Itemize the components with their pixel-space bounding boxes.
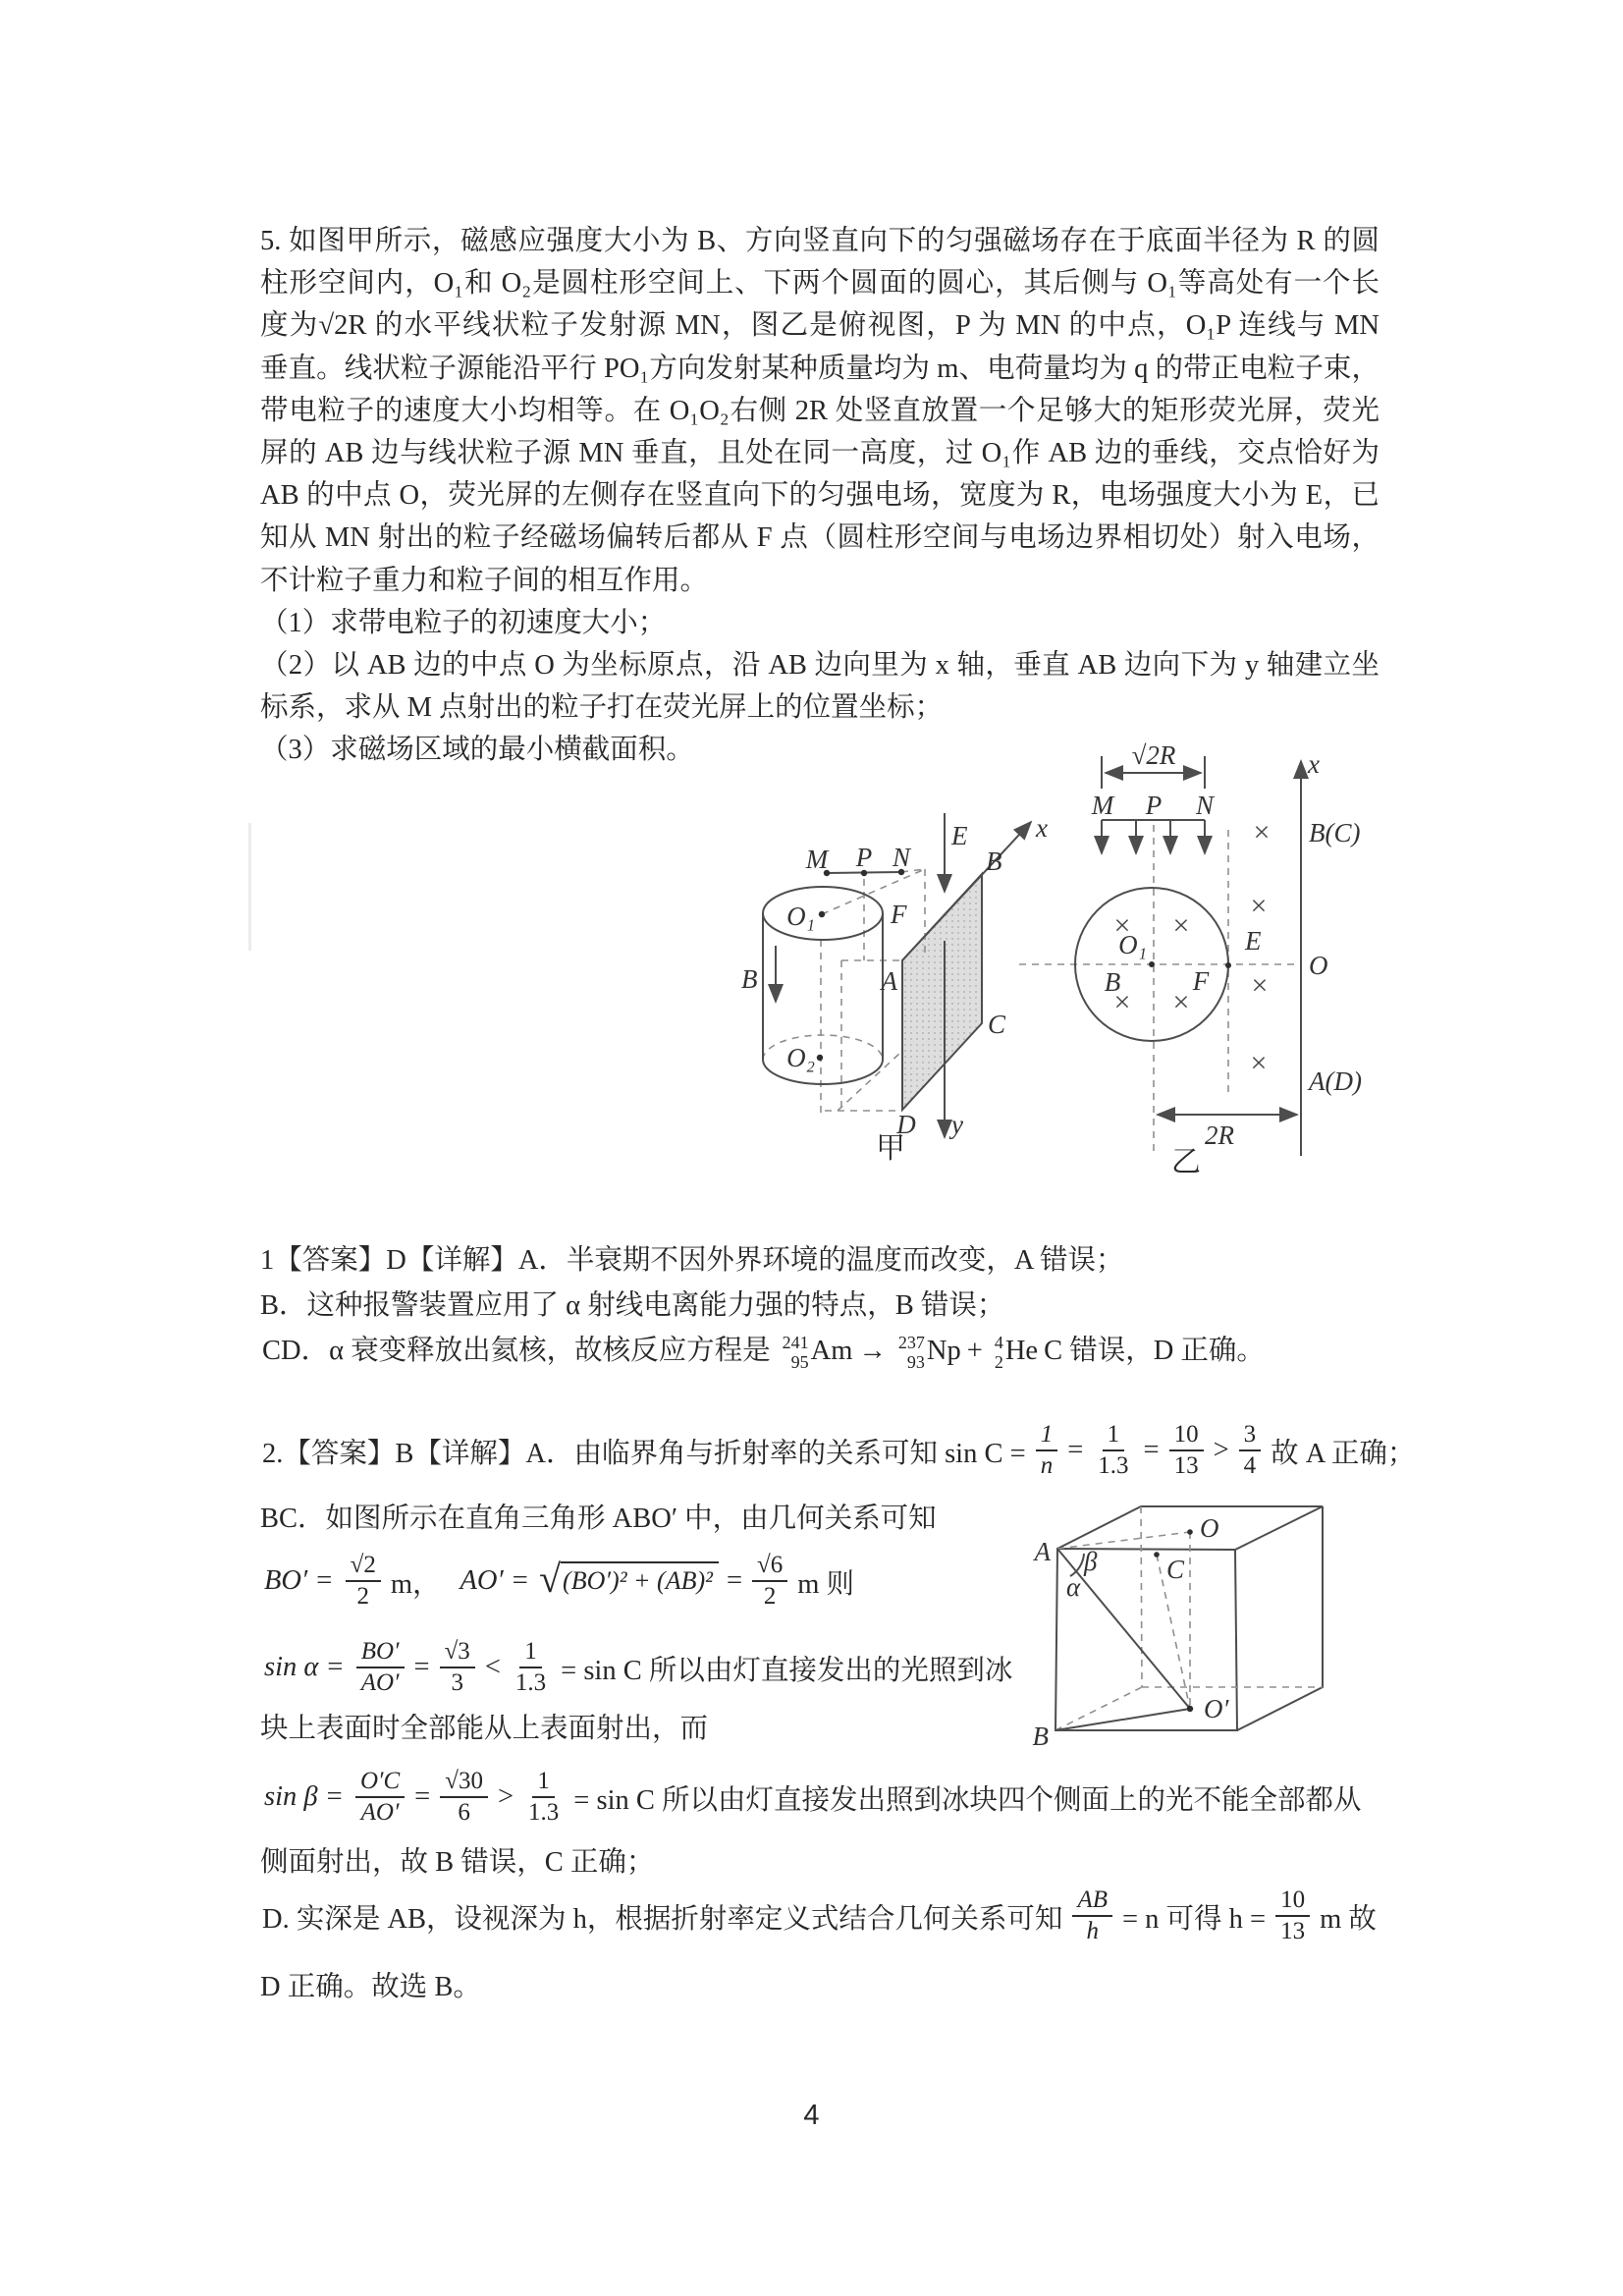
fraction-10-over-13: $\frac{10}{13}$ (1275, 1886, 1310, 1946)
answer2-line7-text: 侧面射出，故 B 错误，C 正确； (260, 1846, 655, 1878)
fraction-BO-over-AO: $\frac{BO'}{AO'}$ (356, 1637, 405, 1698)
answer1-line: 1【答案】D【详解】A．半衰期不因外界环境的温度而改变，A 错误； (260, 1245, 1124, 1276)
figure-yi-caption: 乙 (1171, 1146, 1201, 1178)
problem5-line: 屏的 AB 边与线状粒子源 MN 垂直，且处在同一高度，过 O₁作 AB 边的垂线，交点恰好为 (260, 438, 1380, 469)
label-E: E (1245, 926, 1262, 956)
field-cross-icon: × (1251, 969, 1269, 1002)
label-B-field: B (741, 964, 758, 994)
label-O2: O₂ (786, 1043, 815, 1072)
np-sup: 237 (897, 1333, 925, 1353)
cube-hidden-edges (1055, 1506, 1323, 1730)
equals-sign: = (413, 1652, 430, 1682)
label-M: M (805, 845, 829, 874)
equals-sign: = (726, 1565, 743, 1596)
he-mass-charge (995, 1334, 1003, 1373)
answer2-line1 (260, 1418, 1417, 1483)
problem5-line: AB 的中点 O，荧光屏的左侧存在竖直向下的匀强电场，宽度为 R，电场强度大小为 E，已 (260, 480, 1380, 512)
answer2-line4 (260, 1634, 1014, 1701)
problem5-question-2: （2）以 AB 边的中点 O 为坐标原点，沿 AB 边向里为 x 轴，垂直 AB 边向下为 y 轴建立坐 (260, 650, 1380, 682)
label-beta: β (1084, 1547, 1098, 1576)
problem5-line: 不计粒子重力和粒子间的相互作用。 (260, 565, 709, 596)
problem5-line: 带电粒子的速度大小均相等。在 O₁O₂右侧 2R 处竖直放置一个足够大的矩形荧光屏，荧光 (260, 395, 1380, 426)
am-sup: 241 (782, 1333, 809, 1353)
fraction-10-over-13: $\frac{10}{13}$ (1169, 1420, 1204, 1481)
fraction-sqrt30-over-6: $\frac{√30}{6}$ (440, 1767, 488, 1828)
label-screen-B: B (986, 847, 1002, 876)
problem5-line: 度为√2R 的水平线状粒子发射源 MN，图乙是俯视图，P 为 MN 的中点，O₁P 连线与 MN (260, 310, 1380, 342)
answer1-line3-pre: CD．α 衰变释放出氦核，故核反应方程是 (262, 1336, 771, 1366)
screen-line-x-axis (1301, 749, 1362, 1156)
field-cross-icon: × (1250, 1047, 1268, 1079)
fraction-3-over-4: $\frac{3}{4}$ (1239, 1420, 1262, 1481)
field-cross-icon: × (1253, 816, 1271, 848)
label-C: C (1166, 1555, 1185, 1584)
problem5-line: 垂直。线状粒子源能沿平行 PO₁方向发射某种质量均为 m、电荷量均为 q 的带正电粒子束， (260, 353, 1380, 384)
answer2-line2-text: BC．如图所示在直角三角形 ABO′ 中，由几何关系可知 (260, 1503, 937, 1534)
label-screen-D: D (896, 1110, 916, 1139)
fraction-1-over-1.3: $\frac{1}{1.3}$ (1098, 1421, 1129, 1479)
answer2-line2 (260, 1499, 937, 1532)
problem5-line: 柱形空间内，O₁和 O₂是圆柱形空间上、下两个圆面的圆心，其后侧与 O₁等高处有一个长 (260, 268, 1380, 300)
label-O: O (1200, 1513, 1219, 1543)
radical-sign: √ (539, 1557, 562, 1601)
fluorescent-screen (902, 874, 982, 1110)
sin-beta-eq: sin β = (264, 1781, 344, 1812)
field-cross-icon: × (1113, 909, 1131, 942)
figure-jia-caption: 甲 (876, 1132, 905, 1165)
dimension-2R (1158, 1115, 1297, 1150)
unit-m: m， (390, 1568, 441, 1600)
he-sub: 2 (994, 1352, 1003, 1372)
fraction-sqrt2-over-2: $\frac{√2}{2}$ (346, 1551, 381, 1612)
np-sub: 93 (906, 1352, 925, 1372)
cube-solid-edges (1055, 1506, 1323, 1730)
am-symbol: Am (810, 1336, 853, 1366)
sqrt-expression (539, 1557, 719, 1601)
label-BC: B(C) (1309, 818, 1361, 847)
answer1-line: B．这种报警装置应用了 α 射线电离能力强的特点，B 错误； (260, 1290, 1005, 1321)
label-F: F (891, 900, 907, 929)
answer2-line9 (260, 1967, 481, 2000)
answer2-line7 (260, 1842, 654, 1876)
dim-2R-label: 2R (1205, 1121, 1234, 1150)
fraction-1-over-1.3: $\frac{1}{1.3}$ (528, 1768, 560, 1826)
ice-cube-figure (1021, 1488, 1355, 1763)
label-y-axis: y (951, 1110, 963, 1139)
answer2-line8-pre: D. 实深是 AB，设视深为 h，根据折射率定义式结合几何关系可知 (262, 1903, 1063, 1935)
answer2-line4-post: = sin C 所以由灯直接发出的光照到冰 (561, 1655, 1013, 1686)
problem5-line: 5. 如图甲所示，磁感应强度大小为 B、方向竖直向下的匀强磁场存在于底面半径为 R 的圆 (260, 226, 1380, 256)
answer2-line1-pre: 2.【答案】B【详解】A．由临界角与折射率的关系可知 sin C = (262, 1438, 1026, 1469)
bo-prime-eq: BO′ = (264, 1565, 334, 1596)
figure-jia-labels (741, 813, 1048, 1165)
label-N: N (892, 843, 911, 872)
electric-field-strip (1244, 816, 1270, 1079)
figure-yi-top-view (1011, 732, 1375, 1183)
field-cross-icon: × (1250, 890, 1268, 922)
radicand: (BO′)² + (AB)² (561, 1561, 719, 1596)
fraction-sqrt3-over-3: $\frac{√3}{3}$ (440, 1637, 475, 1698)
label-screen-A: A (881, 966, 897, 996)
label-O1: O₁ (1118, 930, 1147, 959)
answer2-line8-mid: = n 可得 h = (1121, 1903, 1267, 1935)
answer2-line8-post: m 故 (1320, 1903, 1377, 1935)
label-O-prime: O′ (1204, 1694, 1229, 1723)
fraction-OC-over-AO: $\frac{O'C}{AO'}$ (355, 1767, 405, 1828)
label-M: M (1091, 791, 1114, 820)
answer2-line5 (260, 1709, 708, 1742)
label-E-field: E (951, 821, 968, 850)
equals-sign: = (1067, 1435, 1084, 1465)
unit-m-then: m 则 (797, 1568, 855, 1600)
label-P: P (855, 843, 873, 872)
np-symbol: Np (926, 1336, 961, 1366)
label-B: B (1032, 1722, 1049, 1751)
am-sub: 95 (790, 1352, 809, 1372)
label-F: F (1192, 966, 1210, 996)
plus-sign: + (966, 1336, 983, 1366)
fraction-sqrt6-over-2: $\frac{√6}{2}$ (752, 1551, 787, 1612)
answer1-nuclear-equation-line (260, 1329, 1267, 1374)
greater-than-sign: > (1213, 1435, 1229, 1465)
greater-than-sign: > (497, 1781, 514, 1812)
problem5-question-2b: 标系，求从 M 点射出的粒子打在荧光屏上的位置坐标； (260, 692, 944, 724)
scan-artifact-line (248, 823, 251, 951)
equals-sign: = (1143, 1435, 1160, 1465)
am-mass-charge (783, 1334, 809, 1373)
problem5-line: 知从 MN 射出的粒子经磁场偏转后都从 F 点（圆柱形空间与电场边界相切处）射入电场， (260, 522, 1380, 554)
label-x-axis: x (1308, 749, 1320, 779)
field-cross-icon: × (1172, 909, 1190, 942)
label-N: N (1195, 791, 1215, 820)
dimension-sqrt2R (1102, 740, 1205, 789)
ao-prime-eq: AO′ = (460, 1565, 530, 1596)
answer2-line3 (260, 1542, 856, 1620)
problem5-question-3: （3）求磁场区域的最小横截面积。 (260, 735, 694, 766)
label-O: O (1309, 951, 1328, 980)
label-B: B (1104, 967, 1121, 997)
label-O1: O₁ (786, 902, 815, 931)
field-cross-icon: × (1172, 986, 1190, 1018)
reaction-arrow: → (858, 1336, 887, 1366)
label-screen-C: C (988, 1010, 1006, 1039)
answer2-line9-text: D 正确。故选 B。 (260, 1971, 481, 2002)
answer2-line6 (260, 1758, 1364, 1836)
problem5-text (260, 220, 1380, 772)
fraction-1-over-n: $\frac{1}{n}$ (1036, 1420, 1058, 1481)
np-mass-charge (898, 1334, 925, 1373)
equals-sign: = (414, 1781, 431, 1812)
answer1-block (260, 1238, 1399, 1374)
dim-sqrt2R-label: √2R (1131, 740, 1176, 770)
he-sup: 4 (994, 1333, 1003, 1353)
answer1-line3-post: C 错误，D 正确。 (1044, 1336, 1265, 1366)
fraction-1-over-1.3: $\frac{1}{1.3}$ (514, 1638, 547, 1696)
fraction-AB-over-h: $\frac{AB}{h}$ (1072, 1886, 1112, 1946)
label-alpha: α (1066, 1572, 1081, 1602)
answer2-line5-text: 块上表面时全部能从上表面射出，而 (260, 1713, 709, 1744)
label-x-axis: x (1036, 813, 1048, 843)
point-O1 (819, 911, 825, 917)
answer2-line8 (260, 1886, 1379, 1944)
field-cross-icon: × (1113, 986, 1131, 1018)
page-number: 4 (803, 2100, 820, 2131)
label-P: P (1145, 791, 1163, 820)
label-A: A (1034, 1537, 1051, 1566)
less-than-sign: < (484, 1652, 501, 1682)
answer2-line1-post: 故 A 正确； (1271, 1438, 1416, 1469)
answer2-line6-post: = sin C 所以由灯直接发出照到冰块四个侧面上的光不能全部都从 (573, 1784, 1362, 1816)
sin-alpha-eq: sin α = (264, 1652, 345, 1682)
he-symbol: He (1004, 1336, 1039, 1366)
problem5-question-1: （1）求带电粒子的初速度大小； (260, 607, 667, 638)
point-O2 (817, 1055, 823, 1061)
label-AD: A(D) (1309, 1066, 1362, 1096)
